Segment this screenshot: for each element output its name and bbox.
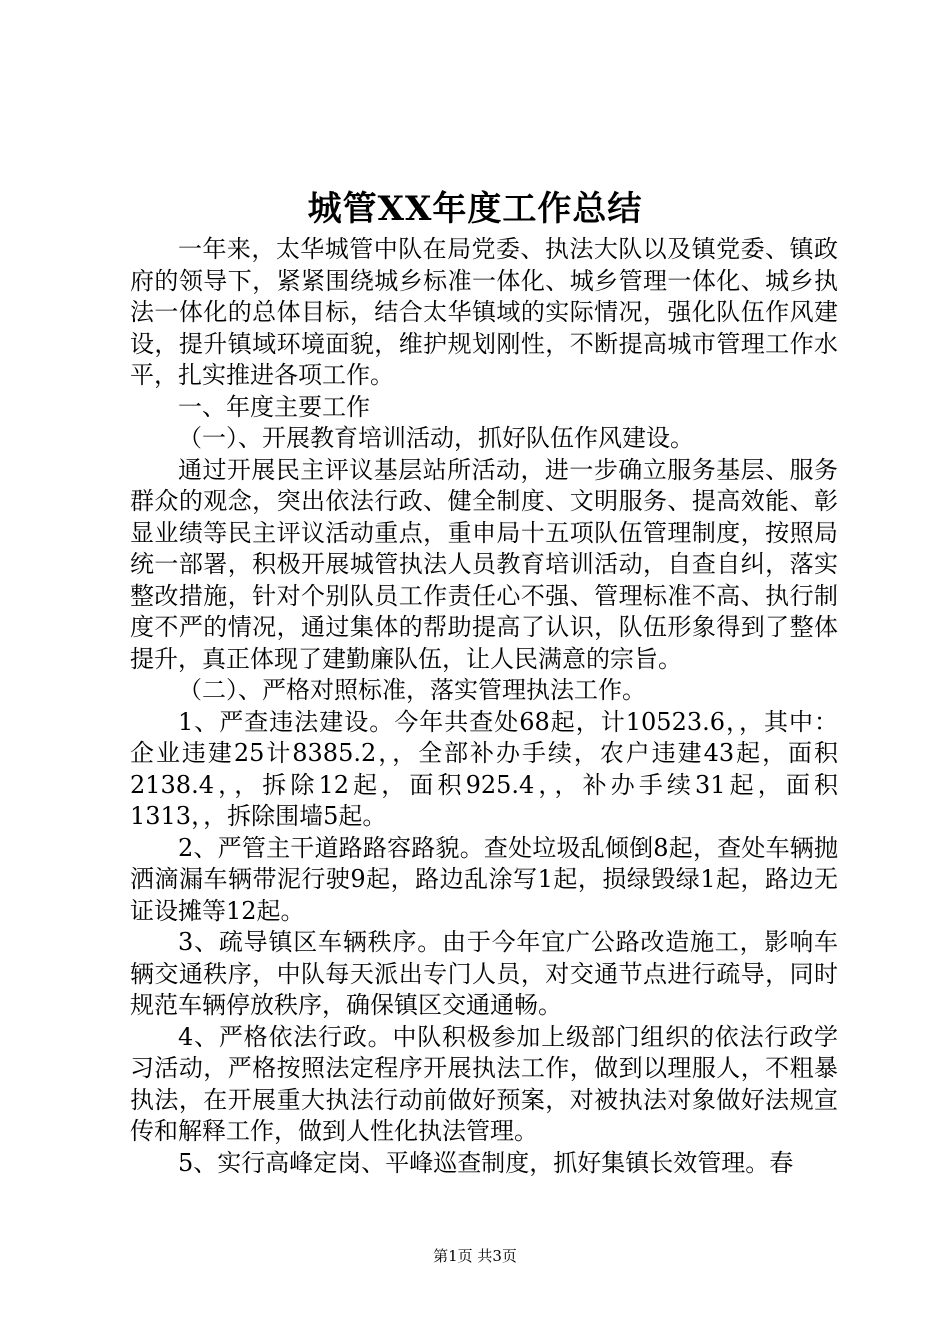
document-body	[130, 234, 838, 1179]
document-title: 城管XX年度工作总结	[307, 189, 643, 229]
paragraph-intro: 一年来，太华城管中队在局党委、执法大队以及镇党委、镇政府的领导下，紧紧围绕城乡标准一体化、城乡管理一体化、城乡执法一体化的总体目标，结合太华镇域的实际情况，强化队伍作风建设，提升镇域环境面貌，维护规划刚性，不断提高城市管理工作水平，扎实推进各项工作。	[130, 235, 838, 389]
subsection-heading: （二）、严格对照标准，落实管理执法工作。	[178, 676, 646, 704]
section-heading: 一、年度主要工作	[178, 392, 370, 421]
subsection-heading: （一）、开展教育培训活动，抓好队伍作风建设。	[178, 424, 694, 452]
paragraph: 4、严格依法行政。中队积极参加上级部门组织的依法行政学习活动，严格按照法定程序开展执法工作，做到以理服人，不粗暴执法，在开展重大执法行动前做好预案，对被执法对象做好法规宣传和解释工作，做到人性化执法管理。	[130, 1022, 838, 1145]
paragraph: 3、疏导镇区车辆秩序。由于今年宜广公路改造施工，影响车辆交通秩序，中队每天派出专门人员，对交通节点进行疏导，同时规范车辆停放秩序，确保镇区交通通畅。	[130, 928, 838, 1019]
paragraph: 1、严查违法建设。今年共查处68起，计10523.6，，其中：企业违建25计8385.2，，全部补办手续，农户违建43起，面积2138.4，，拆除12起，面积925.4，，补办手续31起，面积1313，，拆除围墙5起。	[130, 707, 838, 830]
paragraph: 通过开展民主评议基层站所活动，进一步确立服务基层、服务群众的观念，突出依法行政、健全制度、文明服务、提高效能、彰显业绩等民主评议活动重点，重申局十五项队伍管理制度，按照局统一部署，积极开展城管执法人员教育培训活动，自查自纠，落实整改措施，针对个别队员工作责任心不强、管理标准不高、执行制度不严的情况，通过集体的帮助提高了认识，队伍形象得到了整体提升，真正体现了建勤廉队伍，让人民满意的宗旨。	[130, 455, 838, 673]
page-number-footer: 第1页 共3页	[433, 1247, 517, 1265]
paragraph: 2、严管主干道路路容路貌。查处垃圾乱倾倒8起，查处车辆抛洒滴漏车辆带泥行驶9起，路边乱涂写1起，损绿毁绿1起，路边无证设摊等12起。	[130, 833, 838, 925]
paragraph: 5、实行高峰定岗、平峰巡查制度，抓好集镇长效管理。春	[178, 1148, 794, 1177]
